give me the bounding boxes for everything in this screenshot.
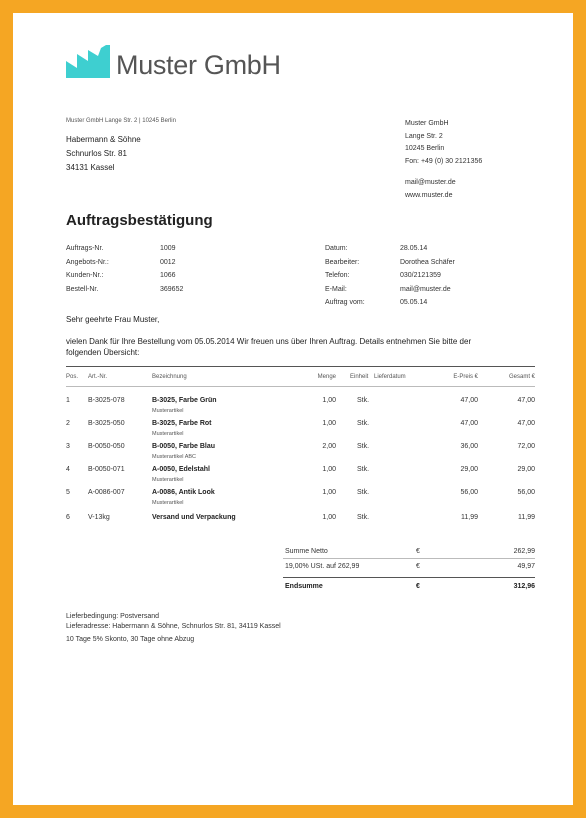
total-currency: € [416,548,420,555]
total-label: Endsumme [285,583,323,590]
cell-subtitle: Musterartikel ABC [152,454,197,460]
meta-value: 1066 [160,272,176,280]
cell-unit: Stk. [357,420,370,427]
cell-total: 29,00 [517,466,535,473]
cell-unit: Stk. [357,397,370,404]
meta-row [325,269,455,283]
header-desc: Bezeichnung [152,374,187,380]
meta-row [325,256,455,270]
cell-art: V-13kg [88,514,110,521]
cell-qty: 1,00 [322,397,336,404]
cell-price: 47,00 [460,397,478,404]
meta-label: E-Mail: [325,285,347,293]
cell-price: 36,00 [460,443,478,450]
cell-subtitle: Musterartikel [152,500,184,506]
cell-total: 47,00 [517,397,535,404]
cell-total: 11,99 [518,514,535,521]
cell-desc: B-3025, Farbe Grün [152,397,217,404]
cell-pos: 6 [66,514,70,521]
meta-label: Telefon: [325,272,350,280]
sender-street: Lange Str. 2 [405,132,443,140]
cell-art: A-0086-007 [88,489,125,496]
cell-desc: A-0086, Antik Look [152,489,215,496]
sender-address-line: Muster GmbH Lange Str. 2 | 10245 Berlin [66,118,176,124]
cell-qty: 1,00 [322,420,336,427]
recipient-city: 34131 Kassel [66,163,115,172]
payment-terms: 10 Tage 5% Skonto, 30 Tage ohne Abzug [66,636,195,643]
meta-label: Datum: [325,245,348,253]
meta-value: 28.05.14 [400,245,428,253]
cell-qty: 1,00 [322,466,336,473]
header-qty: Menge [317,374,336,380]
cell-pos: 5 [66,489,70,496]
meta-label: Angebots-Nr.: [66,258,109,266]
cell-price: 11,99 [461,514,478,521]
cell-price: 56,00 [460,489,478,496]
meta-value: 030/2121359 [400,272,441,280]
footer-notes [66,612,281,645]
meta-label: Auftrags-Nr. [66,245,104,253]
meta-row [66,242,183,256]
cell-art: B-3025-078 [88,397,125,404]
total-row-tax [283,561,535,577]
meta-row [66,269,183,283]
meta-value: mail@muster.de [400,285,451,293]
order-meta-right [325,242,455,310]
cell-subtitle: Musterartikel [152,408,184,414]
cell-pos: 1 [66,397,70,404]
cell-desc: A-0050, Edelstahl [152,466,210,473]
meta-row [325,296,455,310]
cell-pos: 3 [66,443,70,450]
cell-desc: Versand und Verpackung [152,514,236,521]
cell-art: B-3025-050 [88,420,125,427]
header-date: Lieferdatum [374,374,406,380]
meta-value: 0012 [160,258,176,266]
cell-pos: 4 [66,466,70,473]
meta-label: Bearbeiter: [325,258,360,266]
cell-qty: 2,00 [322,443,336,450]
intro-text: vielen Dank für Ihre Bestellung vom 05.05.2014 Wir freuen uns über Ihren Auftrag. Details entnehmen Sie bitte der folgenden Übersicht: [66,337,472,357]
cell-price: 47,00 [460,420,478,427]
delivery-address: Lieferadresse: Habermann & Söhne, Schnurlos Str. 81, 34119 Kassel [66,623,281,630]
meta-row [325,283,455,297]
cell-art: B-0050-071 [88,466,125,473]
meta-value: Dorothea Schäfer [400,258,455,266]
header-price: E-Preis € [453,374,478,380]
cell-unit: Stk. [357,466,370,473]
cell-qty: 1,00 [322,514,336,521]
cell-desc: B-0050, Farbe Blau [152,443,216,450]
meta-label: Auftrag vom: [325,299,365,307]
cell-unit: Stk. [357,443,370,450]
cell-subtitle: Musterartikel [152,477,184,483]
delivery-terms: Lieferbedingung: Postversand [66,613,160,620]
meta-value: 1009 [160,245,176,253]
cell-unit: Stk. [357,514,370,521]
meta-row [325,242,455,256]
total-currency: € [416,583,420,590]
header-pos: Pos. [66,374,79,380]
order-meta-left [66,242,183,296]
sender-web: www.muster.de [405,191,453,199]
sender-name: Muster GmbH [405,120,449,127]
recipient-street: Schnurlos Str. 81 [66,149,127,158]
cell-art: B-0050-050 [88,443,125,450]
total-value: 49,97 [517,563,535,570]
header-unit: Einheit [350,374,369,380]
sender-email: mail@muster.de [405,179,456,187]
meta-row [66,256,183,270]
meta-value: 369652 [160,285,184,293]
total-row-grand [283,581,535,597]
total-value: 312,96 [513,583,535,590]
cell-price: 29,00 [460,466,478,473]
recipient-address [66,133,141,175]
cell-subtitle: Musterartikel [152,431,184,437]
total-label: 19,00% USt. auf 262,99 [285,563,360,570]
factory-logo-icon [66,44,110,78]
cell-total: 47,00 [517,420,535,427]
cell-desc: B-3025, Farbe Rot [152,420,212,427]
document-title: Auftragsbestätigung [66,212,213,229]
total-currency: € [416,563,420,570]
meta-label: Bestell-Nr. [66,285,99,293]
cell-total: 72,00 [517,443,535,450]
meta-row [66,283,183,297]
sender-phone: Fon: +49 (0) 30 2121356 [405,157,483,165]
header-total: Gesamt € [508,374,535,380]
sender-city: 10245 Berlin [405,145,445,153]
cell-total: 56,00 [517,489,535,496]
cell-pos: 2 [66,420,70,427]
recipient-name: Habermann & Söhne [66,135,141,144]
company-name: Muster GmbH [116,50,281,80]
total-row-net [283,546,535,562]
total-label: Summe Netto [285,548,328,555]
cell-unit: Stk. [357,489,370,496]
meta-label: Kunden-Nr.: [66,272,104,280]
header-art: Art.-Nr. [88,374,107,380]
greeting: Sehr geehrte Frau Muster, [66,315,160,324]
cell-qty: 1,00 [322,489,336,496]
sender-contact-block [405,118,482,203]
meta-value: 05.05.14 [400,299,428,307]
total-value: 262,99 [513,548,535,555]
